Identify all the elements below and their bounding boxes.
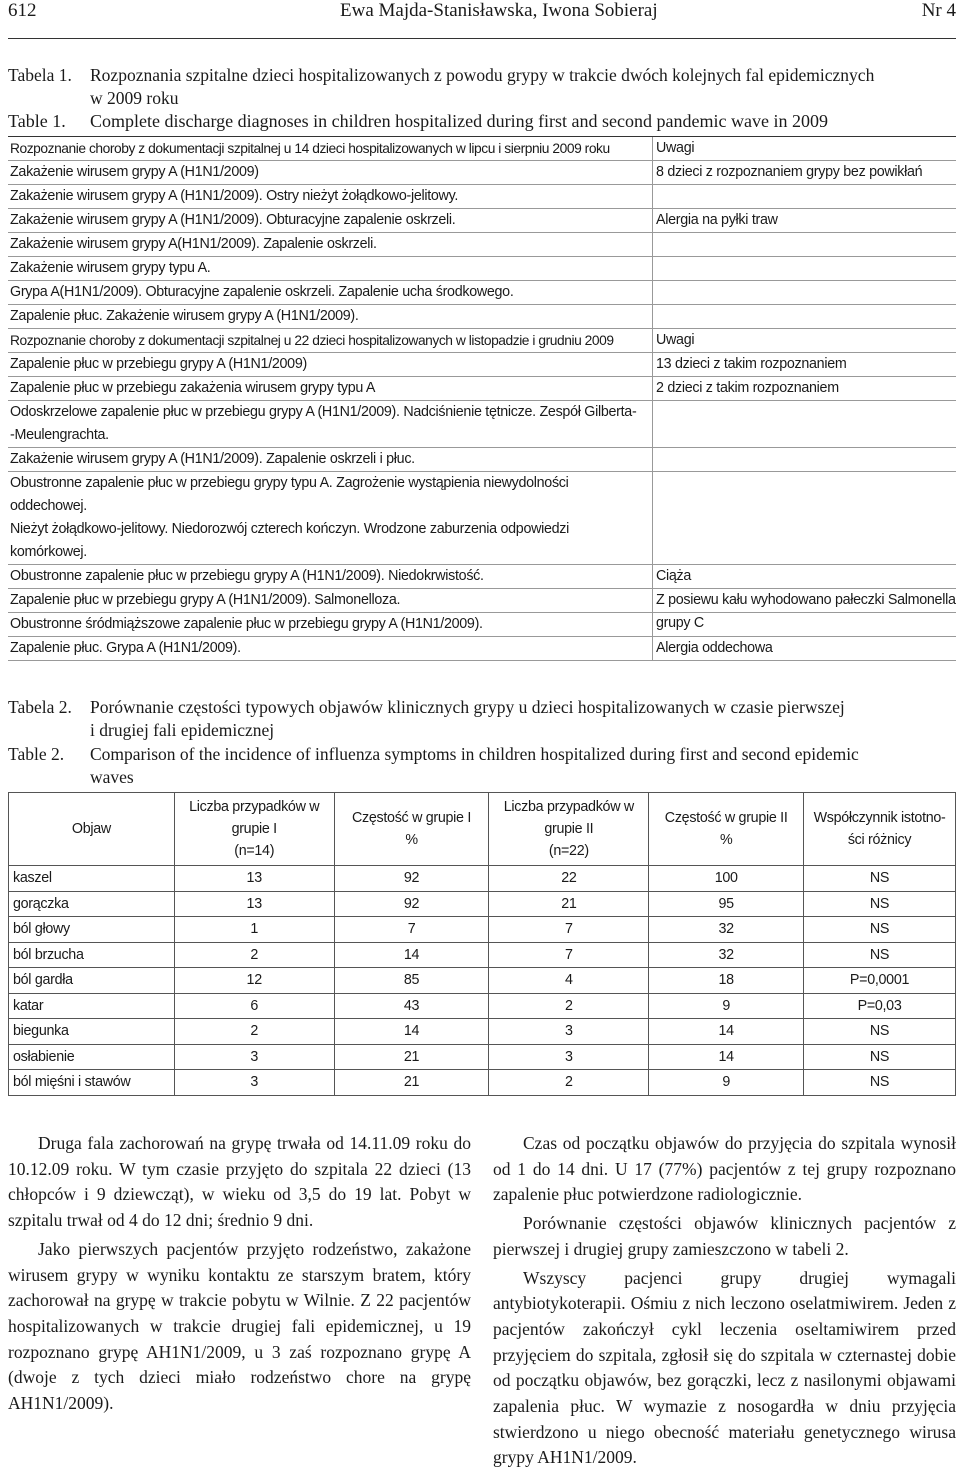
diagnosis-text: Rozpoznanie choroby z dokumentacji szpitalnej u 22 dzieci hospitalizowanych w listopadzie i grudniu 2009 bbox=[10, 333, 614, 348]
value-cell: 13 bbox=[174, 891, 334, 917]
diagnosis-text: Zapalenie płuc w przebiegu zakażenia wirusem grypy typu A bbox=[10, 380, 376, 396]
table1-row bbox=[8, 353, 956, 377]
value-cell: 95 bbox=[649, 891, 804, 917]
value-cell: 3 bbox=[174, 1044, 334, 1070]
paragraph: Porównanie częstości objawów klinicznych pacjentów z pierwszej i drugiej grupy zamieszczono w tabeli 2. bbox=[493, 1213, 956, 1259]
header-line: Liczba przypadków w bbox=[189, 799, 320, 815]
paragraph: Druga fala zachorowań na grypę trwała od 14.11.09 roku do 10.12.09 roku. W tym czasie przyjęto do szpitala 22 dzieci (13 chłopców i 9 dziewcząt), w wieku od 3,5 do 19 lat. Pobyt w szpitalu trwał od 4 do 12 dni; średnio 9 dni. bbox=[8, 1133, 471, 1231]
value-cell: P=0,03 bbox=[804, 993, 956, 1019]
notes-cell bbox=[656, 329, 956, 352]
table2-column-header bbox=[649, 793, 804, 866]
table1-caption-en bbox=[8, 110, 956, 134]
value-cell: 14 bbox=[334, 1019, 489, 1045]
note-text: Uwagi bbox=[656, 140, 695, 156]
table1-row bbox=[8, 565, 956, 589]
table1 bbox=[8, 136, 956, 661]
header-line: Częstość w grupie II bbox=[664, 810, 788, 826]
notes-cell bbox=[656, 377, 956, 400]
paragraph: Wszyscy pacjenci grupy drugiej wymagali antybiotykoterapii. Ośmiu z nich leczono oselatmiwirem. Jeden z pacjentów zakończył cykl leczenia oseltamiwirem przed przyjęciem do szpitala, zgłosił się do szpitala w czternastej dobie od początku objawów, bez gorączki, lecz z nasilonymi objawami zapalenia płuc. W wymazie z nosogardła w dniu przyjęcia stwierdzono u niego obecność materiału genetycznego wirusa grypy AH1N1/2009. bbox=[493, 1267, 956, 1468]
table1-label-pl: Tabela 1. bbox=[8, 65, 72, 85]
notes-cell bbox=[656, 565, 956, 588]
table2-column-header bbox=[489, 793, 649, 866]
value-cell: 3 bbox=[489, 1044, 649, 1070]
symptom-name: katar bbox=[9, 993, 175, 1019]
note-text: Alergia na pyłki traw bbox=[656, 212, 778, 228]
header-line: % bbox=[405, 832, 418, 848]
table1-row bbox=[8, 257, 956, 281]
value-cell: 21 bbox=[334, 1044, 489, 1070]
issue-number: Nr 4 bbox=[921, 0, 956, 21]
table1-row bbox=[8, 305, 956, 329]
value-cell: NS bbox=[804, 942, 956, 968]
value-cell: 22 bbox=[489, 866, 649, 892]
note-text: Ciąża bbox=[656, 568, 692, 584]
diagnosis-text: Zapalenie płuc. Grypa A (H1N1/2009). bbox=[10, 640, 241, 656]
table2-row bbox=[9, 917, 956, 943]
value-cell: 14 bbox=[334, 942, 489, 968]
value-cell: 2 bbox=[489, 993, 649, 1019]
header-line: Współczynnik istotno- bbox=[813, 810, 946, 826]
diagnosis-cell bbox=[8, 565, 648, 588]
table2-column-header bbox=[804, 793, 956, 866]
table1-row bbox=[8, 185, 956, 209]
diagnosis-text: Grypa A(H1N1/2009). Obturacyjne zapalenie oskrzeli. Zapalenie ucha środkowego. bbox=[10, 284, 514, 300]
table1-row bbox=[8, 637, 956, 661]
table2-row bbox=[9, 866, 956, 892]
header-line: (n=14) bbox=[234, 843, 275, 859]
value-cell: 100 bbox=[649, 866, 804, 892]
diagnosis-cell bbox=[8, 233, 648, 256]
table1-section-header bbox=[8, 137, 956, 161]
table2-row bbox=[9, 993, 956, 1019]
header-line: grupie II bbox=[544, 821, 594, 837]
diagnosis-text: Obustronne zapalenie płuc w przebiegu grypy typu A. Zagrożenie wystąpienia niewydolności oddechowej. bbox=[10, 475, 569, 514]
diagnosis-text: -Meulengrachta. bbox=[10, 427, 109, 443]
diagnosis-text: Zapalenie płuc. Zakażenie wirusem grypy A (H1N1/2009). bbox=[10, 308, 359, 324]
value-cell: 92 bbox=[334, 866, 489, 892]
diagnosis-text: Rozpoznanie choroby z dokumentacji szpitalnej u 14 dzieci hospitalizowanych w lipcu i sierpniu 2009 roku bbox=[10, 141, 610, 156]
table1-row bbox=[8, 281, 956, 305]
diagnosis-cell bbox=[8, 257, 648, 280]
value-cell: 4 bbox=[489, 968, 649, 994]
diagnosis-cell bbox=[8, 401, 648, 447]
body-column-right bbox=[493, 1131, 956, 1471]
note-text: grupy C bbox=[656, 615, 704, 631]
value-cell: 3 bbox=[489, 1019, 649, 1045]
table1-caption-pl bbox=[8, 64, 956, 112]
diagnosis-text: Zakażenie wirusem grypy A(H1N1/2009). Zapalenie oskrzeli. bbox=[10, 236, 377, 252]
table1-title-pl-line2: w 2009 roku bbox=[90, 88, 179, 108]
symptom-name: ból głowy bbox=[9, 917, 175, 943]
diagnosis-cell bbox=[8, 613, 648, 636]
running-authors: Ewa Majda-Stanisławska, Iwona Sobieraj bbox=[340, 0, 658, 21]
table2-row bbox=[9, 942, 956, 968]
paragraph: Czas od początku objawów do przyjęcia do szpitala wynosił od 1 do 14 dni. U 17 (77%) pacjentów z tej grupy rozpoznano zapalenie płuc potwierdzone radiologicznie. bbox=[493, 1133, 956, 1205]
header-line: ści różnicy bbox=[847, 832, 912, 848]
header-rule bbox=[8, 38, 956, 39]
header-line: % bbox=[719, 832, 733, 848]
table2-label-en: Table 2. bbox=[8, 744, 65, 764]
value-cell: 1 bbox=[174, 917, 334, 943]
diagnosis-cell bbox=[8, 137, 648, 160]
note-text: Z posiewu kału wyhodowano pałeczki Salmonella bbox=[656, 592, 956, 608]
table1-label-en: Table 1. bbox=[8, 111, 66, 131]
table2-title-en-line1: Comparison of the incidence of influenza symptoms in children hospitalized during first and second epidemic bbox=[90, 744, 859, 764]
symptom-name: biegunka bbox=[9, 1019, 175, 1045]
diagnosis-cell bbox=[8, 281, 648, 304]
diagnosis-cell bbox=[8, 377, 648, 400]
page-number: 612 bbox=[8, 0, 37, 21]
diagnosis-text: Odoskrzelowe zapalenie płuc w przebiegu grypy A (H1N1/2009). Nadciśnienie tętnicze. Zespół Gilberta- bbox=[10, 404, 637, 420]
value-cell: 14 bbox=[649, 1019, 804, 1045]
value-cell: 9 bbox=[649, 1070, 804, 1096]
table2-row bbox=[9, 1044, 956, 1070]
value-cell: NS bbox=[804, 917, 956, 943]
table1-section-header bbox=[8, 329, 956, 353]
diagnosis-text: Zakażenie wirusem grypy typu A. bbox=[10, 260, 211, 276]
value-cell: NS bbox=[804, 1070, 956, 1096]
table1-title-en: Complete discharge diagnoses in children hospitalized during first and second pandemic wave in 2009 bbox=[90, 111, 828, 131]
value-cell: 3 bbox=[174, 1070, 334, 1096]
notes-cell bbox=[656, 353, 956, 376]
diagnosis-text: Nieżyt żołądkowo-jelitowy. Niedorozwój czterech kończyn. Wrodzone zaburzenia odpowiedzi komórkowej. bbox=[10, 521, 570, 560]
diagnosis-text: Zapalenie płuc w przebiegu grypy A (H1N1/2009). Salmonelloza. bbox=[10, 592, 401, 608]
table2-row bbox=[9, 1070, 956, 1096]
table2-column-header bbox=[334, 793, 489, 866]
diagnosis-cell bbox=[8, 472, 648, 564]
table2-title-en-line2: waves bbox=[90, 767, 134, 787]
value-cell: 18 bbox=[649, 968, 804, 994]
value-cell: 6 bbox=[174, 993, 334, 1019]
diagnosis-text: Zakażenie wirusem grypy A (H1N1/2009). Obturacyjne zapalenie oskrzeli. bbox=[10, 212, 456, 228]
value-cell: 7 bbox=[334, 917, 489, 943]
body-column-left bbox=[8, 1131, 471, 1417]
value-cell: 13 bbox=[174, 866, 334, 892]
value-cell: 2 bbox=[489, 1070, 649, 1096]
table2-column-header bbox=[9, 793, 175, 866]
value-cell: 9 bbox=[649, 993, 804, 1019]
table1-row bbox=[8, 613, 956, 637]
note-text: Alergia oddechowa bbox=[656, 640, 773, 656]
notes-cell bbox=[656, 637, 956, 660]
diagnosis-cell bbox=[8, 589, 648, 612]
value-cell: P=0,0001 bbox=[804, 968, 956, 994]
table1-row bbox=[8, 472, 956, 565]
table2-row bbox=[9, 968, 956, 994]
notes-cell bbox=[656, 161, 956, 184]
symptom-name: kaszel bbox=[9, 866, 175, 892]
diagnosis-cell bbox=[8, 305, 648, 328]
header-line: (n=22) bbox=[548, 843, 589, 859]
diagnosis-text: Zakażenie wirusem grypy A (H1N1/2009). Ostry nieżyt żołądkowo-jelitowy. bbox=[10, 188, 459, 204]
table2-caption-pl bbox=[8, 696, 956, 744]
header-line: Liczba przypadków w bbox=[503, 799, 634, 815]
value-cell: 92 bbox=[334, 891, 489, 917]
diagnosis-cell bbox=[8, 637, 648, 660]
value-cell: 7 bbox=[489, 917, 649, 943]
running-header bbox=[8, 0, 956, 26]
value-cell: 12 bbox=[174, 968, 334, 994]
notes-cell bbox=[656, 137, 956, 160]
value-cell: 32 bbox=[649, 942, 804, 968]
value-cell: NS bbox=[804, 891, 956, 917]
diagnosis-cell bbox=[8, 448, 648, 471]
table1-row bbox=[8, 161, 956, 185]
note-text: 8 dzieci z rozpoznaniem grypy bez powikłań bbox=[656, 164, 923, 180]
note-text: 13 dzieci z takim rozpoznaniem bbox=[656, 356, 847, 372]
value-cell: NS bbox=[804, 1044, 956, 1070]
table1-row bbox=[8, 448, 956, 472]
paragraph: Jako pierwszych pacjentów przyjęto rodzeństwo, zakażone wirusem grypy w wyniku kontaktu ze starszym bratem, który zachorował na grypę w trakcie pobytu w Wilnie. Z 22 pacjentów hospitalizowanych w trakcie drugiej fali epidemicznej, u 19 rozpoznano grypę AH1N1/2009, u 3 zaś rozpoznano grypę A (dwoje z tych dzieci miało rodzeństwo chore na grypę AH1N1/2009). bbox=[8, 1238, 471, 1414]
value-cell: 43 bbox=[334, 993, 489, 1019]
value-cell: 2 bbox=[174, 942, 334, 968]
table2-title-pl-line2: i drugiej fali epidemicznej bbox=[90, 720, 275, 740]
diagnosis-cell bbox=[8, 329, 648, 352]
table2-row bbox=[9, 1019, 956, 1045]
value-cell: 7 bbox=[489, 942, 649, 968]
diagnosis-cell bbox=[8, 353, 648, 376]
diagnosis-text: Zakażenie wirusem grypy A (H1N1/2009) bbox=[10, 164, 259, 180]
diagnosis-text: Obustronne zapalenie płuc w przebiegu grypy A (H1N1/2009). Niedokrwistość. bbox=[10, 568, 484, 584]
symptom-name: gorączka bbox=[9, 891, 175, 917]
diagnosis-cell bbox=[8, 161, 648, 184]
table2-row bbox=[9, 891, 956, 917]
table2-label-pl: Tabela 2. bbox=[8, 697, 72, 717]
diagnosis-cell bbox=[8, 185, 648, 208]
header-line: Objaw bbox=[71, 821, 111, 837]
note-text: 2 dzieci z takim rozpoznaniem bbox=[656, 380, 839, 396]
diagnosis-cell bbox=[8, 209, 648, 232]
diagnosis-text: Zapalenie płuc w przebiegu grypy A (H1N1/2009) bbox=[10, 356, 307, 372]
table1-title-pl-line1: Rozpoznania szpitalne dzieci hospitalizowanych z powodu grypy w trakcie dwóch kolejnych fal epidemicznych bbox=[90, 65, 875, 85]
value-cell: 85 bbox=[334, 968, 489, 994]
value-cell: 2 bbox=[174, 1019, 334, 1045]
table1-row bbox=[8, 209, 956, 233]
header-line: Częstość w grupie I bbox=[352, 810, 472, 826]
value-cell: NS bbox=[804, 1019, 956, 1045]
note-text: Uwagi bbox=[656, 332, 695, 348]
table2-caption-en bbox=[8, 743, 956, 791]
table2-header-row bbox=[9, 793, 956, 866]
value-cell: 21 bbox=[489, 891, 649, 917]
diagnosis-text: Zakażenie wirusem grypy A (H1N1/2009). Zapalenie oskrzeli i płuc. bbox=[10, 451, 415, 467]
table1-row bbox=[8, 401, 956, 448]
value-cell: NS bbox=[804, 866, 956, 892]
diagnosis-text: Obustronne śródmiąższowe zapalenie płuc w przebiegu grypy A (H1N1/2009). bbox=[10, 616, 483, 632]
symptom-name: ból mięśni i stawów bbox=[9, 1070, 175, 1096]
header-line: grupie I bbox=[231, 821, 277, 837]
table2-column-header bbox=[174, 793, 334, 866]
value-cell: 14 bbox=[649, 1044, 804, 1070]
table2 bbox=[8, 792, 956, 1096]
symptom-name: ból brzucha bbox=[9, 942, 175, 968]
notes-cell bbox=[656, 209, 956, 232]
value-cell: 21 bbox=[334, 1070, 489, 1096]
symptom-name: osłabienie bbox=[9, 1044, 175, 1070]
symptom-name: ból gardła bbox=[9, 968, 175, 994]
table2-title-pl-line1: Porównanie częstości typowych objawów klinicznych grypy u dzieci hospitalizowanych w czasie pierwszej bbox=[90, 697, 845, 717]
value-cell: 32 bbox=[649, 917, 804, 943]
table1-row bbox=[8, 233, 956, 257]
table1-row bbox=[8, 377, 956, 401]
